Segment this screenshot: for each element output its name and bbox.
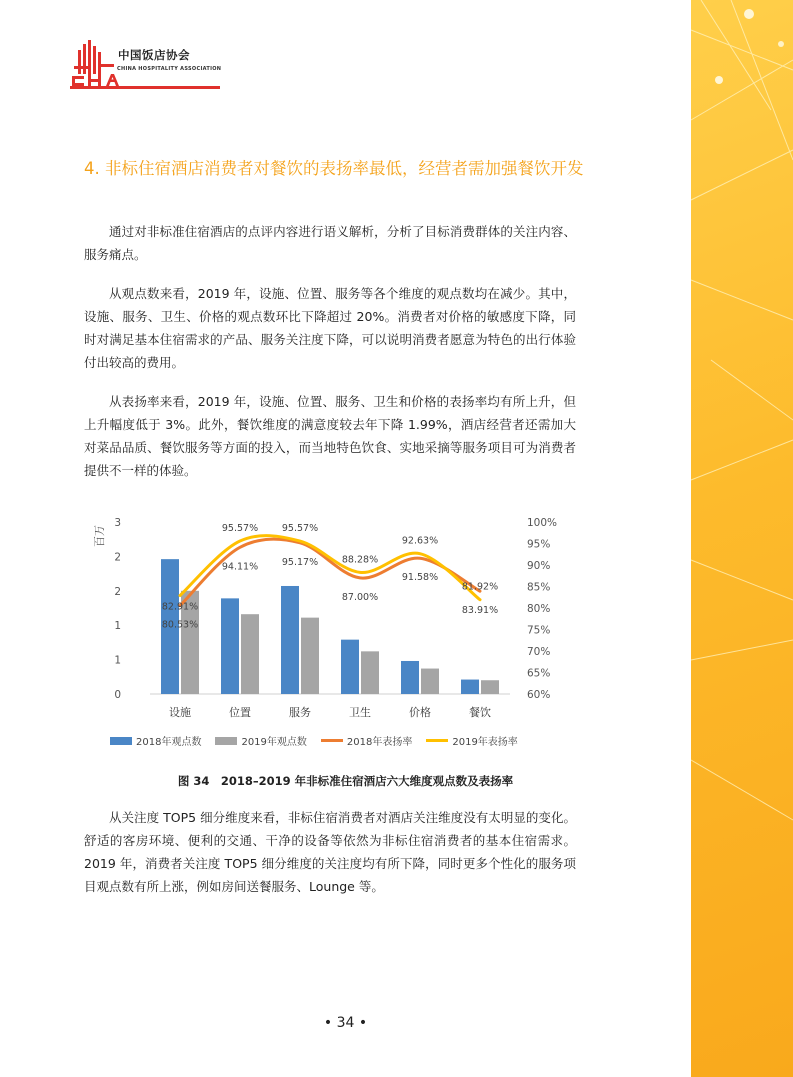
legend-item-2019-views xyxy=(215,733,306,748)
data-label-2019-rate: 95.57% xyxy=(221,523,259,535)
x-tick-label: 设施 xyxy=(169,706,191,719)
legend-swatch xyxy=(215,737,237,745)
legend-item-2018-views xyxy=(110,733,201,748)
bar-2019-views xyxy=(481,680,499,694)
x-tick-label: 位置 xyxy=(229,706,251,719)
y2-tick-label: 65% xyxy=(527,667,551,680)
chart-legend xyxy=(110,733,518,748)
bar-2018-views xyxy=(341,640,359,694)
y2-tick-label: 70% xyxy=(527,646,551,658)
y-tick-label: 1 xyxy=(114,620,121,633)
legend-item-2019-rate xyxy=(426,733,517,748)
bar-2018-views xyxy=(461,680,479,694)
decorative-sidebar xyxy=(691,0,793,1077)
legend-label: 2018年观点数 xyxy=(136,737,202,748)
page-number: • 34 • xyxy=(323,1015,368,1031)
y2-tick-label: 85% xyxy=(527,581,551,594)
data-label-2018-rate: 83.91% xyxy=(461,605,499,617)
y2-tick-label: 95% xyxy=(527,538,551,551)
legend-label: 2018年表扬率 xyxy=(346,737,413,748)
data-label-2019-rate: 88.28% xyxy=(341,554,379,566)
data-label-2018-rate: 91.58% xyxy=(401,572,439,584)
figure-caption: 图 34 2018–2019 年非标准住宿酒店六大维度观点数及表扬率 xyxy=(177,774,514,788)
x-tick-label: 服务 xyxy=(289,706,311,719)
bar-2018-views xyxy=(221,598,239,694)
section-heading: 4. 非标住宿酒店消费者对餐饮的表扬率最低，经营者需加强餐饮开发 xyxy=(84,159,584,178)
data-label-2018-rate: 87.00% xyxy=(341,591,379,603)
y-tick-label: 1 xyxy=(114,654,121,667)
y2-tick-label: 100% xyxy=(527,517,558,529)
x-tick-label: 价格 xyxy=(409,706,431,719)
bar-2019-views xyxy=(301,618,319,694)
y-tick-label: 2 xyxy=(114,585,121,598)
paragraph-3: 从表扬率来看，2019 年，设施、位置、服务、卫生和价格的表扬率均有所上升，但上升幅度低于 3%。此外，餐饮维度的满意度较去年下降 1.99%，酒店经营者还需加大对菜品品质、餐饮服务等方面的投入，而当地特色饮食、实地采摘等服务项目可为消费者提供不一样的体验。 xyxy=(84,394,576,478)
paragraph-1: 通过对非标准住宿酒店的点评内容进行语义解析，分析了目标消费群体的关注内容、服务痛点。 xyxy=(84,224,576,262)
data-label-2019-rate: 95.57% xyxy=(281,523,319,535)
bar-2019-views xyxy=(421,669,439,694)
data-label-2019-rate: 81.92% xyxy=(461,581,499,593)
legend-swatch xyxy=(426,739,448,742)
data-label-2018-rate: 80.53% xyxy=(161,619,199,631)
y-axis-title: 百万 xyxy=(93,525,106,547)
legend-swatch xyxy=(110,737,132,745)
bar-2019-views xyxy=(361,651,379,694)
x-tick-label: 餐饮 xyxy=(469,706,491,719)
paragraph-2: 从观点数来看，2019 年，设施、位置、服务等各个维度的观点数均在减少。其中，设施、服务、卫生、价格的观点数环比下降超过 20%。消费者对价格的敏感度下降，同时对满足基本住宿需求的产品、服务关注度下降，可以说明消费者愿意为特色的出行体验付出较高的费用。 xyxy=(84,286,576,370)
logo-chinese-name: 中国饭店协会 xyxy=(118,48,190,62)
data-label-2019-rate: 82.91% xyxy=(161,601,199,613)
y2-tick-label: 90% xyxy=(527,560,551,572)
bar-2018-views xyxy=(401,661,419,694)
sidebar-pattern xyxy=(691,0,793,1077)
y-tick-label: 2 xyxy=(114,551,121,564)
bar-2018-views xyxy=(281,586,299,694)
views-and-praise-rate-chart xyxy=(95,508,575,728)
legend-swatch xyxy=(321,739,343,742)
legend-label: 2019年观点数 xyxy=(241,737,307,748)
legend-label: 2019年表扬率 xyxy=(452,737,518,748)
legend-item-2018-rate xyxy=(321,733,412,748)
paragraph-4: 从关注度 TOP5 细分维度来看，非标住宿消费者对酒店关注维度没有太明显的变化。舒适的客房环境、便利的交通、干净的设备等依然为非标住宿消费者的基本住宿需求。2019 年，消费者关注度 TOP5 细分维度的关注度均有所下降，同时更多个性化的服务项目观点数有所上涨，例如房间送餐服务、Lounge 等。 xyxy=(84,810,576,894)
data-label-2018-rate: 94.11% xyxy=(221,561,259,573)
x-tick-label: 卫生 xyxy=(349,706,371,719)
y2-tick-label: 80% xyxy=(527,603,551,615)
y2-tick-label: 75% xyxy=(527,624,551,637)
data-label-2018-rate: 95.17% xyxy=(281,556,319,568)
bar-2019-views xyxy=(241,614,259,694)
header-rule xyxy=(70,86,220,89)
data-label-2019-rate: 92.63% xyxy=(401,535,439,547)
y-tick-label: 3 xyxy=(114,517,121,529)
logo-english-name: CHINA HOSPITALITY ASSOCIATION xyxy=(117,66,222,72)
y2-tick-label: 60% xyxy=(527,689,551,701)
y-tick-label: 0 xyxy=(114,689,121,701)
